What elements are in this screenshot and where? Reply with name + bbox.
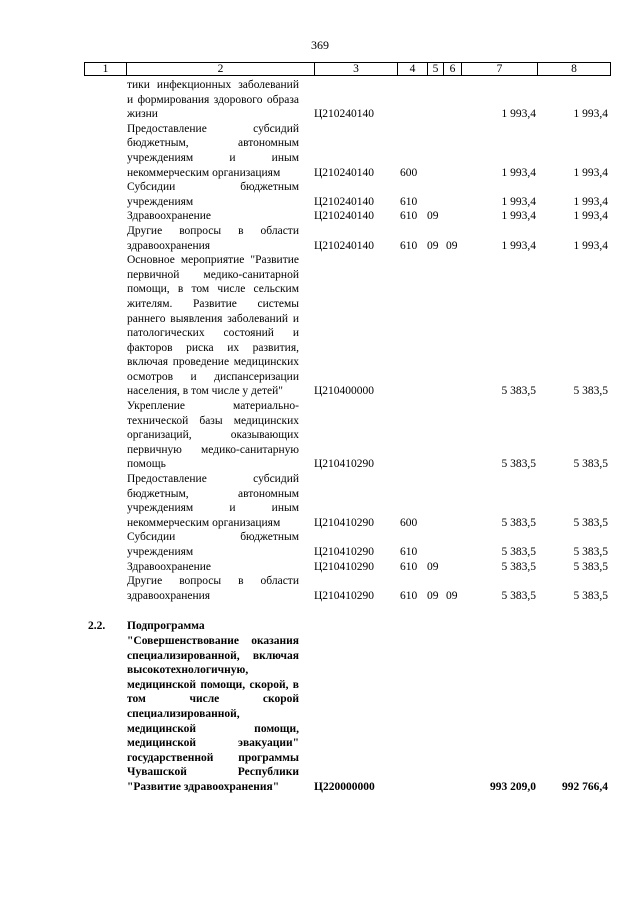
page-number: 369 bbox=[311, 38, 329, 52]
row-name: Субсидии бюджетным учреждениям bbox=[127, 181, 299, 208]
row-value-col8: 5 383,5 bbox=[573, 546, 608, 558]
row-code: Ц210410290 bbox=[314, 546, 375, 558]
row-name: Предоставление субсидий бюджетным, автономным учреждениям и иным некоммерческим организациям bbox=[127, 122, 299, 179]
row-code: Ц210240140 bbox=[314, 108, 375, 121]
row-value-col8: 1 993,4 bbox=[573, 108, 608, 121]
row-value-col8: 5 383,5 bbox=[573, 458, 608, 471]
row-code: Ц210240140 bbox=[314, 166, 375, 179]
row-code: Ц210410290 bbox=[314, 589, 375, 602]
row-value-col8: 1 993,4 bbox=[573, 239, 608, 252]
header-col-1: 1 bbox=[85, 63, 127, 76]
row-name: Субсидии бюджетным учреждениям bbox=[127, 531, 299, 558]
row-name: Здравоохранение bbox=[127, 210, 212, 223]
row-value-col7: 5 383,5 bbox=[501, 560, 536, 573]
row-value-col7: 1 993,4 bbox=[501, 210, 536, 223]
row-value-col7: 5 383,5 bbox=[501, 546, 536, 558]
row-col6: 09 bbox=[446, 239, 458, 252]
table-row bbox=[0, 472, 640, 530]
row-col4: 610 bbox=[400, 195, 418, 208]
row-name: Основное мероприятие "Развитие первичной медико-санитарной помощи, в том числе сельским жителям. Развитие системы раннего выявления заболеваний и патологических состояний и факторов риска их развития, включая проведение медицинских осмотров и диспансеризации населения, в том числе у детей" bbox=[127, 254, 299, 398]
row-value-col7: 5 383,5 bbox=[501, 458, 536, 471]
row-value-col8: 992 766,4 bbox=[562, 780, 608, 793]
row-value-col7: 5 383,5 bbox=[501, 385, 536, 398]
row-value-col7: 5 383,5 bbox=[501, 516, 536, 529]
header-col-2: 2 bbox=[127, 63, 315, 76]
row-col4: 610 bbox=[400, 546, 418, 558]
row-code: Ц210410290 bbox=[314, 560, 375, 573]
row-code: Ц220000000 bbox=[314, 780, 375, 793]
row-value-col7: 1 993,4 bbox=[501, 108, 536, 121]
row-value-col8: 1 993,4 bbox=[573, 166, 608, 179]
table-body bbox=[0, 78, 640, 795]
table-row bbox=[0, 253, 640, 399]
row-col5: 09 bbox=[427, 589, 439, 602]
row-value-col8: 5 383,5 bbox=[573, 589, 608, 602]
row-value-col8: 5 383,5 bbox=[573, 385, 608, 398]
row-col4: 610 bbox=[400, 589, 418, 602]
table-header bbox=[84, 62, 611, 76]
table-row bbox=[0, 399, 640, 472]
row-spacer bbox=[0, 603, 640, 619]
row-value-col7: 993 209,0 bbox=[490, 780, 536, 793]
row-value-col7: 1 993,4 bbox=[501, 166, 536, 179]
row-col4: 610 bbox=[400, 210, 418, 223]
row-value-col7: 1 993,4 bbox=[501, 239, 536, 252]
row-col5: 09 bbox=[427, 239, 439, 252]
row-code: Ц210240140 bbox=[314, 210, 375, 223]
table-row bbox=[0, 560, 640, 575]
row-name: Другие вопросы в области здравоохранения bbox=[127, 575, 299, 602]
table-row bbox=[0, 78, 640, 122]
row-code: Ц210240140 bbox=[314, 239, 375, 252]
row-name: Укрепление материально-технической базы медицинских организаций, оказывающих первичную медико-санитарную помощь bbox=[127, 400, 299, 471]
row-col4: 600 bbox=[400, 516, 418, 529]
row-code: Ц210240140 bbox=[314, 195, 375, 208]
header-col-7: 7 bbox=[462, 63, 538, 76]
row-name: Здравоохранение bbox=[127, 560, 212, 573]
row-code: Ц210400000 bbox=[314, 385, 375, 398]
header-col-6: 6 bbox=[444, 63, 462, 76]
row-value-col8: 1 993,4 bbox=[573, 195, 608, 208]
row-code: Ц210410290 bbox=[314, 458, 375, 471]
row-col5: 09 bbox=[427, 210, 439, 223]
table-row bbox=[0, 574, 640, 603]
row-value-col8: 5 383,5 bbox=[573, 516, 608, 529]
row-col5: 09 bbox=[427, 560, 439, 573]
table-row-subprogram bbox=[0, 619, 640, 794]
table-row bbox=[0, 209, 640, 224]
row-value-col8: 1 993,4 bbox=[573, 210, 608, 223]
row-col4: 600 bbox=[400, 166, 418, 179]
row-number: 2.2. bbox=[88, 620, 106, 633]
table-row bbox=[0, 122, 640, 180]
row-col4: 610 bbox=[400, 239, 418, 252]
row-col4: 610 bbox=[400, 560, 418, 573]
row-col6: 09 bbox=[446, 589, 458, 602]
header-col-5: 5 bbox=[428, 63, 444, 76]
table-row bbox=[0, 224, 640, 253]
table-row bbox=[0, 530, 640, 559]
row-name: Предоставление субсидий бюджетным, автономным учреждениям и иным некоммерческим организациям bbox=[127, 473, 299, 529]
row-code: Ц210410290 bbox=[314, 516, 375, 529]
row-value-col8: 5 383,5 bbox=[573, 560, 608, 573]
header-col-4: 4 bbox=[398, 63, 428, 76]
row-value-col7: 5 383,5 bbox=[501, 589, 536, 602]
row-name: Подпрограмма "Совершенствование оказания специализированной, включая высокотехнологичную, медицинской помощи, скорой, в том числе скорой специализированной, медицинской помощи, медицинской эвакуации" государственной программы Чувашской Республики "Развитие здравоохранения" bbox=[127, 620, 299, 793]
header-col-3: 3 bbox=[315, 63, 398, 76]
table-row bbox=[0, 180, 640, 209]
row-name: тики инфекционных заболеваний и формирования здорового образа жизни bbox=[127, 79, 299, 121]
header-col-8: 8 bbox=[538, 63, 611, 76]
row-value-col7: 1 993,4 bbox=[501, 195, 536, 208]
row-name: Другие вопросы в области здравоохранения bbox=[127, 224, 299, 252]
